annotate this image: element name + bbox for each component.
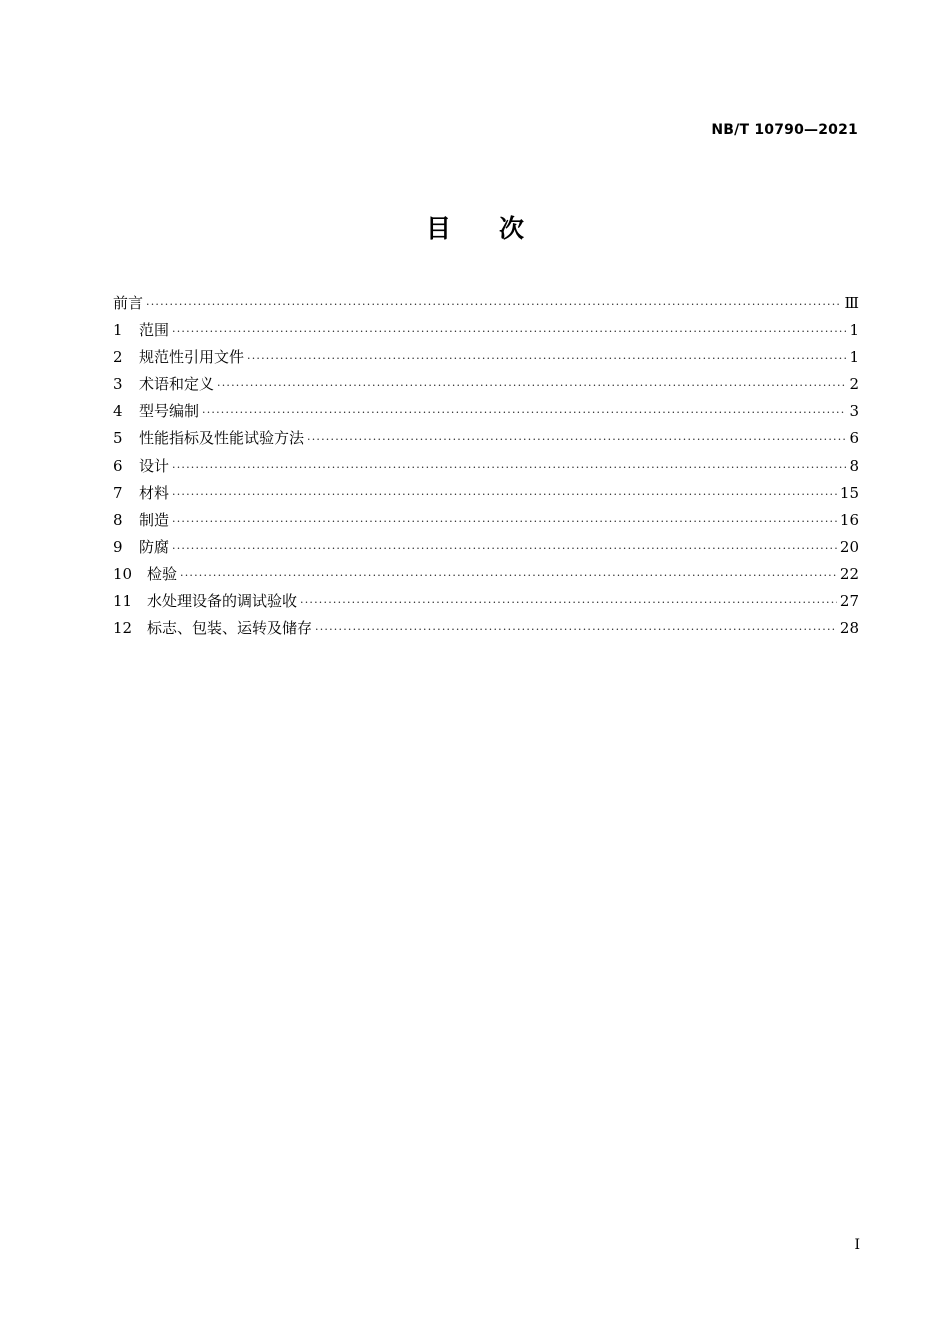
toc-entry-number: 9 — [113, 537, 123, 556]
toc-entry[interactable] — [113, 615, 859, 642]
toc-entry-label: 标志、包装、运转及储存 — [147, 619, 313, 638]
table-of-contents — [113, 290, 859, 642]
toc-entry-number: 6 — [113, 456, 123, 475]
toc-entry[interactable] — [113, 453, 859, 480]
toc-entry-label: 前言 — [113, 294, 144, 312]
standard-code: NB/T 10790—2021 — [711, 122, 858, 138]
toc-entry-page: 3 — [849, 402, 859, 421]
toc-leader-dots — [172, 535, 837, 562]
toc-leader-dots — [315, 616, 837, 643]
toc-entry-number: 10 — [113, 564, 133, 583]
toc-entry-page: 28 — [839, 619, 859, 638]
toc-entry-number: 1 — [113, 321, 123, 340]
toc-entry-label: 水处理设备的调试验收 — [147, 592, 298, 611]
toc-entry-label: 材料 — [139, 483, 170, 502]
toc-entry-number: 3 — [113, 375, 123, 394]
toc-leader-dots — [180, 562, 837, 589]
toc-entry-page: 15 — [839, 483, 859, 502]
toc-entry-page: 16 — [839, 510, 859, 529]
toc-entry-page: Ⅲ — [844, 294, 859, 312]
toc-leader-dots — [172, 508, 837, 535]
toc-entry[interactable] — [113, 534, 859, 561]
toc-entry[interactable] — [113, 561, 859, 588]
toc-entry-number: 5 — [113, 429, 123, 448]
toc-entry-label: 范围 — [139, 321, 170, 340]
toc-entry-label: 性能指标及性能试验方法 — [139, 429, 305, 448]
toc-leader-dots — [202, 399, 846, 426]
toc-entry[interactable] — [113, 371, 859, 398]
toc-entry[interactable] — [113, 480, 859, 507]
toc-entry-label: 型号编制 — [139, 402, 200, 421]
toc-leader-dots — [217, 372, 846, 399]
toc-entry[interactable] — [113, 507, 859, 534]
toc-entry-number: 2 — [113, 348, 123, 367]
toc-entry-page: 1 — [849, 321, 859, 340]
toc-entry-number: 4 — [113, 402, 123, 421]
toc-entry-number: 8 — [113, 510, 123, 529]
toc-entry-label: 制造 — [139, 510, 170, 529]
page-number: I — [854, 1237, 860, 1253]
toc-entry-page: 8 — [849, 456, 859, 475]
toc-entry[interactable] — [113, 290, 859, 317]
toc-entry-page: 6 — [849, 429, 859, 448]
toc-entry-label: 防腐 — [139, 537, 170, 556]
toc-leader-dots — [247, 345, 846, 372]
toc-entry-page: 20 — [839, 537, 859, 556]
toc-leader-dots — [300, 589, 837, 616]
toc-entry[interactable] — [113, 425, 859, 452]
toc-entry-page: 1 — [849, 348, 859, 367]
toc-entry-number: 11 — [113, 592, 133, 611]
toc-leader-dots — [172, 454, 846, 481]
toc-entry-label: 设计 — [139, 456, 170, 475]
toc-leader-dots — [146, 291, 842, 318]
toc-entry-page: 27 — [839, 592, 859, 611]
toc-entry[interactable] — [113, 317, 859, 344]
toc-entry-label: 规范性引用文件 — [139, 348, 245, 367]
toc-entry[interactable] — [113, 398, 859, 425]
toc-entry-page: 22 — [839, 564, 859, 583]
toc-entry-label: 检验 — [147, 564, 178, 583]
toc-leader-dots — [307, 426, 846, 453]
toc-leader-dots — [172, 318, 846, 345]
toc-entry[interactable] — [113, 588, 859, 615]
toc-entry-label: 术语和定义 — [139, 375, 215, 394]
page-title: 目次 — [425, 214, 572, 243]
toc-leader-dots — [172, 481, 837, 508]
toc-entry-number: 7 — [113, 483, 123, 502]
toc-entry-number: 12 — [113, 619, 133, 638]
toc-entry[interactable] — [113, 344, 859, 371]
toc-entry-page: 2 — [849, 375, 859, 394]
